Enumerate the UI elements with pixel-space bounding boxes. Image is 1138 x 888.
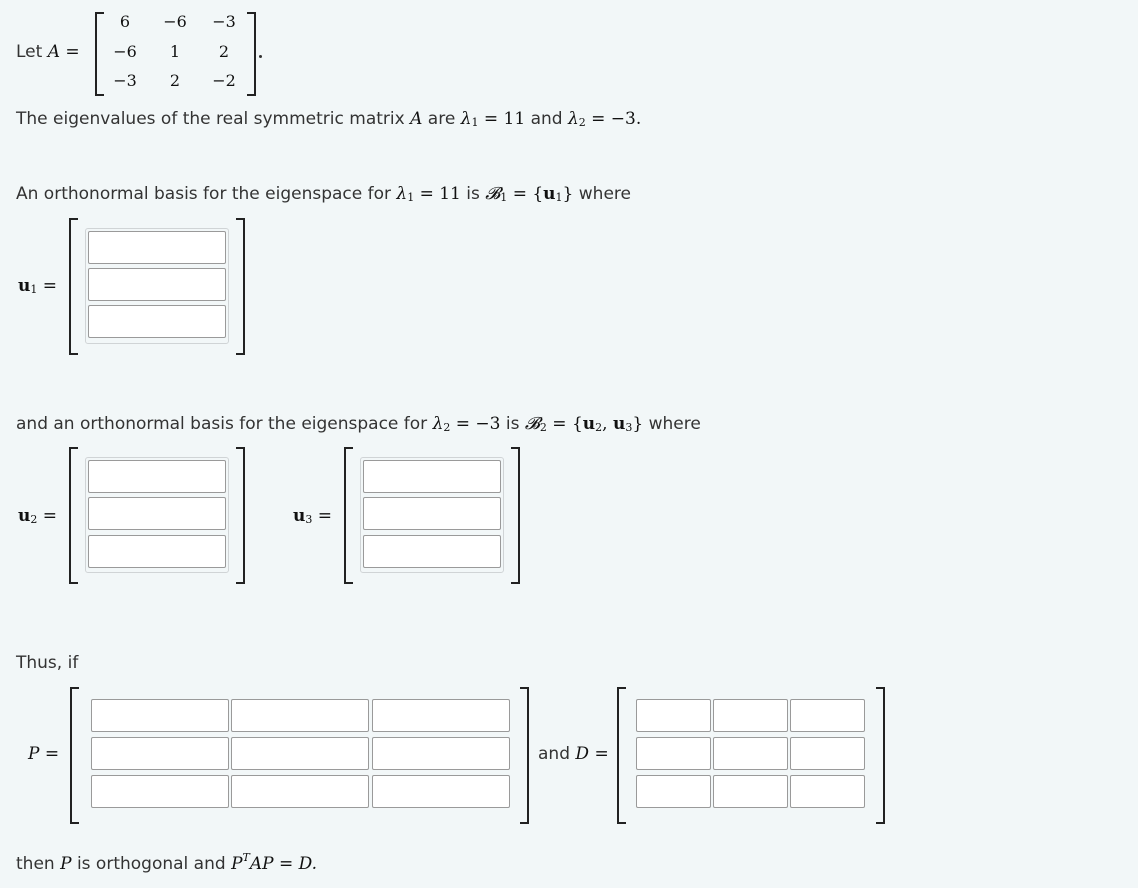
subscript: 3 <box>305 513 313 526</box>
set-open: = { <box>512 184 544 204</box>
subscript: 2 <box>578 116 586 129</box>
and-text: and <box>530 109 563 129</box>
equals-sign: = <box>65 42 80 62</box>
basis-symbol: 𝓑 <box>485 184 501 204</box>
is-text: is <box>505 414 520 434</box>
set-close: } <box>562 184 574 204</box>
vector-u: u <box>293 506 306 526</box>
vector-u: u <box>612 414 626 434</box>
matrix-a-cell: −3 <box>113 71 137 90</box>
where-text: where <box>578 184 631 204</box>
transpose-superscript: T <box>242 851 250 864</box>
u3-entry-2[interactable] <box>363 497 501 530</box>
d-entry-3-1[interactable] <box>636 775 711 808</box>
p-entry-3-2[interactable] <box>231 775 369 808</box>
p-label <box>28 744 59 764</box>
p-left-bracket <box>70 687 79 824</box>
are-text: are <box>427 109 456 129</box>
matrix-a-cell: 1 <box>169 42 181 61</box>
basis2-sentence <box>16 414 701 434</box>
matrix-a-right-bracket <box>247 12 256 96</box>
then-text: then <box>16 854 55 874</box>
equals-sign: = <box>42 276 58 296</box>
var-P: P <box>231 854 243 874</box>
matrix-a-cell: −2 <box>212 71 236 90</box>
u2-entry-3[interactable] <box>88 535 226 568</box>
thus-label: Thus, if <box>16 653 79 673</box>
matrix-a-left-bracket <box>95 12 104 96</box>
comma: , <box>602 414 608 434</box>
matrix-a-cell: 6 <box>119 12 131 31</box>
d-entry-1-2[interactable] <box>713 699 788 732</box>
var-D: D. <box>298 854 318 874</box>
p-right-bracket <box>520 687 529 824</box>
p-entry-2-3[interactable] <box>372 737 510 770</box>
let-label <box>16 42 80 62</box>
matrix-a-cell: −6 <box>113 42 137 61</box>
var-P: P <box>60 854 72 874</box>
d-entry-1-1[interactable] <box>636 699 711 732</box>
and-text: and <box>538 744 570 764</box>
conclusion-sentence <box>16 851 318 874</box>
subscript: 2 <box>539 421 547 434</box>
u3-right-bracket <box>511 447 520 584</box>
p-entry-2-2[interactable] <box>231 737 369 770</box>
basis1-sentence <box>16 184 631 204</box>
basis-symbol: 𝓑 <box>524 414 540 434</box>
var-A: A <box>47 42 60 62</box>
p-entry-3-3[interactable] <box>372 775 510 808</box>
p-entry-1-1[interactable] <box>91 699 229 732</box>
lambda-symbol: λ <box>567 109 579 129</box>
subscript: 2 <box>30 513 38 526</box>
set-open: = { <box>552 414 583 434</box>
p-entry-1-2[interactable] <box>231 699 369 732</box>
set-close: } <box>632 414 644 434</box>
var-A: A <box>410 109 423 129</box>
var-AP: AP <box>249 854 274 874</box>
vector-u: u <box>18 506 31 526</box>
d-entry-2-3[interactable] <box>790 737 865 770</box>
vector-u: u <box>18 276 31 296</box>
subscript: 1 <box>30 283 38 296</box>
u3-entry-1[interactable] <box>363 460 501 493</box>
var-P: P <box>28 744 40 764</box>
eigenvalue-1: = 11 <box>419 184 461 204</box>
where-text: where <box>648 414 701 434</box>
subscript: 1 <box>500 191 508 204</box>
p-entry-1-3[interactable] <box>372 699 510 732</box>
lambda-symbol: λ <box>396 184 408 204</box>
d-entry-3-2[interactable] <box>713 775 788 808</box>
vector-u: u <box>582 414 596 434</box>
eigen-text: The eigenvalues of the real symmetric matrix <box>16 109 405 129</box>
u2-entry-1[interactable] <box>88 460 226 493</box>
subscript: 2 <box>443 421 451 434</box>
d-label <box>538 744 609 764</box>
p-entry-2-1[interactable] <box>91 737 229 770</box>
d-right-bracket <box>876 687 885 824</box>
subscript: 1 <box>407 191 415 204</box>
d-left-bracket <box>617 687 626 824</box>
basis1-text: An orthonormal basis for the eigenspace for <box>16 184 391 204</box>
u1-right-bracket <box>236 218 245 355</box>
d-entry-2-2[interactable] <box>713 737 788 770</box>
basis2-text: and an orthonormal basis for the eigenspace for <box>16 414 428 434</box>
eigenvalue-2: = −3 <box>455 414 501 434</box>
equals-sign: = <box>44 744 60 764</box>
d-entry-1-3[interactable] <box>790 699 865 732</box>
u3-label <box>293 506 332 526</box>
matrix-a-cell: −6 <box>163 12 187 31</box>
equals-sign: = <box>279 854 294 874</box>
eigenvalue-1: = 11 <box>483 109 526 129</box>
u1-label <box>18 276 57 296</box>
matrix-a-cell: −3 <box>212 12 236 31</box>
vector-u: u <box>543 184 556 204</box>
var-D: D <box>575 744 590 764</box>
subscript: 3 <box>625 421 633 434</box>
equals-sign: = <box>594 744 609 764</box>
u2-label <box>18 506 57 526</box>
d-entry-3-3[interactable] <box>790 775 865 808</box>
is-text: is <box>466 184 480 204</box>
u2-right-bracket <box>236 447 245 584</box>
u3-left-bracket <box>344 447 353 584</box>
matrix-a-cell: 2 <box>218 42 230 61</box>
u3-entry-3[interactable] <box>363 535 501 568</box>
subscript: 1 <box>555 191 563 204</box>
equals-sign: = <box>317 506 333 526</box>
u1-entry-2[interactable] <box>88 268 226 301</box>
equals-sign: = <box>42 506 58 526</box>
period-dot <box>259 55 262 58</box>
u1-left-bracket <box>69 218 78 355</box>
u1-entry-1[interactable] <box>88 231 226 264</box>
lambda-symbol: λ <box>432 414 444 434</box>
d-entry-2-1[interactable] <box>636 737 711 770</box>
eigenvalues-sentence <box>16 109 641 129</box>
u2-left-bracket <box>69 447 78 584</box>
p-entry-3-1[interactable] <box>91 775 229 808</box>
matrix-a-cell: 2 <box>169 71 181 90</box>
let-text: Let <box>16 42 43 62</box>
eigenvalue-2: = −3. <box>591 109 642 129</box>
u1-entry-3[interactable] <box>88 305 226 338</box>
orthogonal-text: is orthogonal and <box>76 854 226 874</box>
lambda-symbol: λ <box>460 109 472 129</box>
subscript: 1 <box>471 116 479 129</box>
subscript: 2 <box>595 421 603 434</box>
u2-entry-2[interactable] <box>88 497 226 530</box>
